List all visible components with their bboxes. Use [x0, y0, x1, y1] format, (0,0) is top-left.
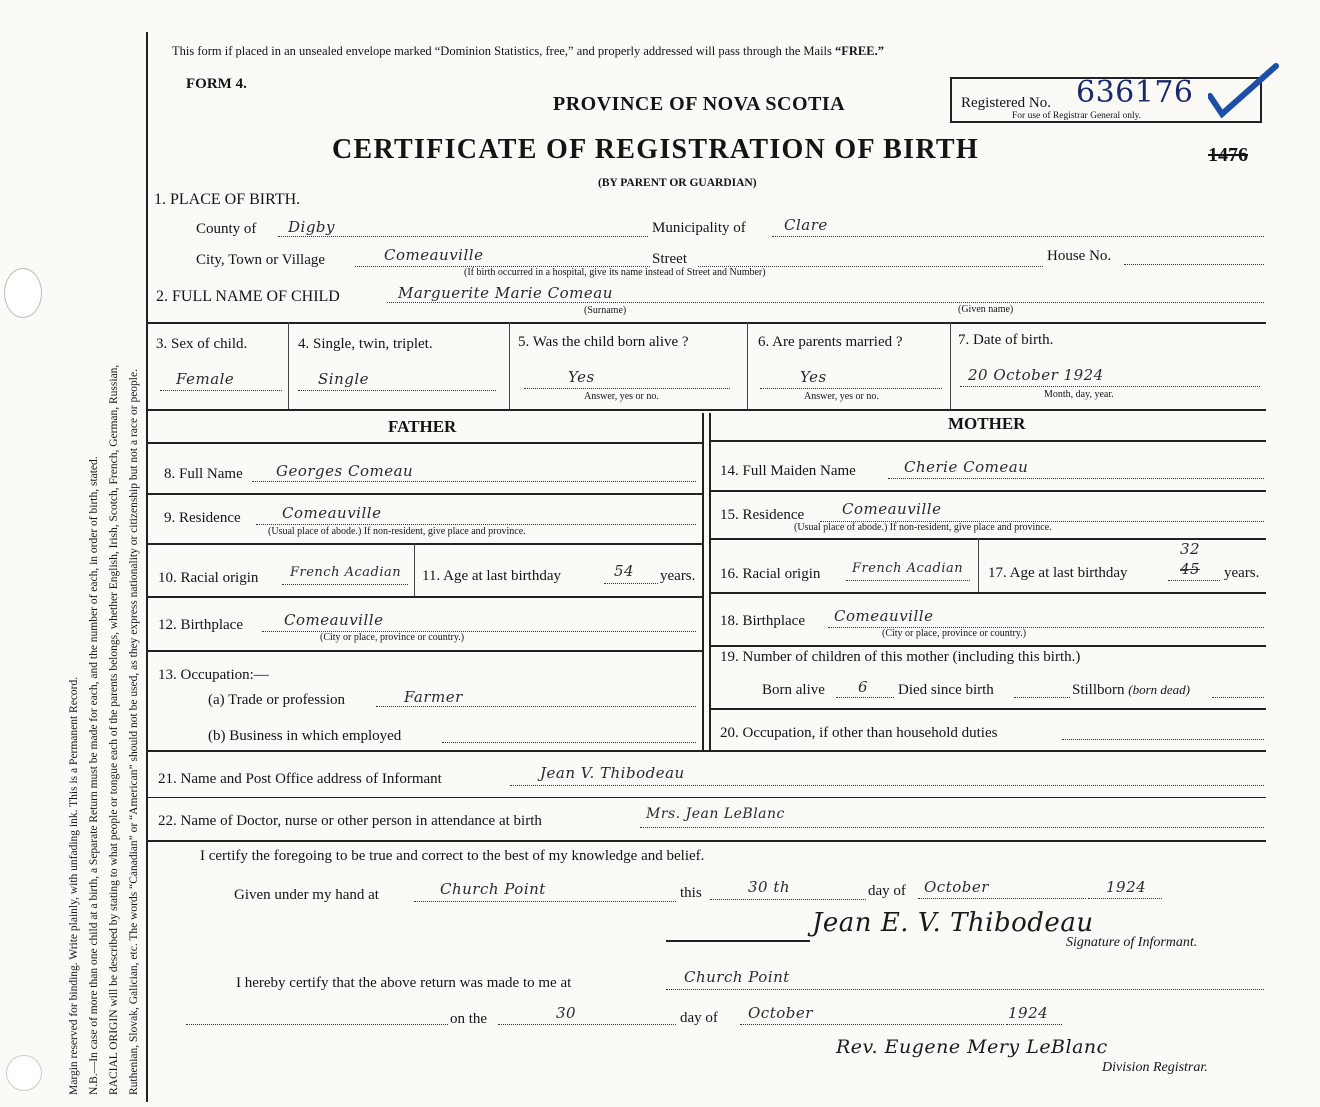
hospital-note: (If birth occurred in a hospital, give its name instead of Street and Number) — [464, 267, 766, 278]
born-alive-count-label: Born alive — [762, 682, 825, 698]
margin-note-4: Ruthenian, Slovak, Galician, etc. The words “Canadian” or “American” should not be used, as they express nationality or citizenship but not a race or people. — [128, 369, 140, 1095]
mother-rule-6 — [709, 708, 1266, 710]
dob-value: 20 October 1924 — [968, 366, 1104, 384]
mother-occupation-line — [1062, 739, 1264, 740]
registrar-pre-line — [186, 1024, 448, 1025]
father-name-value: Georges Comeau — [276, 462, 414, 480]
father-name-label: 8. Full Name — [164, 466, 243, 482]
mother-racial-label: 16. Racial origin — [720, 566, 821, 582]
father-rule-5 — [146, 650, 702, 652]
mother-age-value: 32 — [1180, 540, 1201, 558]
column-divider-a — [702, 413, 704, 751]
certify-statement: I certify the foregoing to be true and correct to the best of my knowledge and belief. — [200, 848, 705, 864]
father-name-line — [252, 481, 696, 482]
child-name-value: Marguerite Marie Comeau — [398, 284, 613, 302]
father-occupation-label: 13. Occupation:— — [158, 667, 269, 683]
stillborn-line — [1212, 697, 1264, 698]
father-birthplace-value: Comeauville — [284, 611, 384, 629]
father-heading: FATHER — [388, 417, 457, 436]
page-title: CERTIFICATE OF REGISTRATION OF BIRTH — [332, 134, 979, 165]
registered-label: Registered No. — [961, 95, 1051, 111]
informant-rule — [146, 797, 1266, 798]
registered-note: For use of Registrar General only. — [1012, 111, 1142, 121]
registrar-day-line — [498, 1024, 676, 1025]
registrar-place-line — [666, 989, 1264, 990]
sex-label: 3. Sex of child. — [156, 336, 248, 352]
given-day-line — [710, 899, 866, 900]
father-residence-note: (Usual place of abode.) If non-resident, give place and province. — [268, 526, 526, 537]
county-label: County of — [196, 221, 257, 237]
parents-bottom-rule — [146, 750, 1266, 752]
page-subtitle: (BY PARENT OR GUARDIAN) — [598, 177, 757, 189]
plurality-line — [298, 390, 496, 391]
margin-note-2: N.B.—In case of more than one child at a birth, a Separate Return must be made for each, and the number of each, in order of birth, stated. — [88, 456, 100, 1095]
informant-signature: Jean E. V. Thibodeau — [812, 908, 1094, 938]
informant-sig-dash — [666, 940, 810, 942]
father-years-label: years. — [660, 568, 696, 584]
county-value: Digby — [288, 218, 336, 236]
given-this-label: this — [680, 885, 702, 901]
check-mark-icon — [1208, 62, 1280, 131]
row-3-div-3 — [747, 322, 748, 410]
father-business-line — [442, 742, 696, 743]
attendant-value: Mrs. Jean LeBlanc — [646, 806, 785, 822]
attendant-label: 22. Name of Doctor, nurse or other person in attendance at birth — [158, 813, 542, 829]
married-line — [760, 388, 942, 389]
father-business-label: (b) Business in which employed — [208, 728, 402, 744]
plurality-label: 4. Single, twin, triplet. — [298, 336, 433, 352]
given-month-value: October — [924, 878, 989, 896]
mother-children-label: 19. Number of children of this mother (including this birth.) — [720, 649, 1081, 665]
father-residence-value: Comeauville — [282, 504, 382, 522]
mother-name-value: Cherie Comeau — [904, 458, 1029, 476]
father-trade-value: Farmer — [404, 688, 463, 706]
father-racial-label: 10. Racial origin — [158, 570, 259, 586]
street-label: Street — [652, 251, 687, 267]
dob-line — [960, 386, 1260, 387]
row-3-div-4 — [950, 322, 951, 410]
registrar-month-value: October — [748, 1004, 813, 1022]
given-day-of-label: day of — [868, 883, 906, 899]
mother-name-line — [888, 478, 1264, 479]
mother-residence-note: (Usual place of abode.) If non-resident, give place and province. — [794, 522, 1052, 533]
margin-note-3: RACIAL ORIGIN will be described by stating to what people or tongue each of the parents belongs, whether English, Irish, Scotch, French, German, Russian, — [108, 364, 120, 1095]
father-trade-line — [376, 706, 696, 707]
province-heading: PROVINCE OF NOVA SCOTIA — [553, 93, 846, 115]
registrar-signature: Rev. Eugene Mery LeBlanc — [836, 1036, 1108, 1058]
mother-occupation-label: 20. Occupation, if other than household duties — [720, 725, 998, 741]
registrar-day-value: 30 — [556, 1004, 577, 1022]
father-age-line — [604, 583, 658, 584]
mother-age-divider — [978, 538, 979, 592]
mother-rule-2 — [709, 490, 1266, 492]
given-under-label: Given under my hand at — [234, 887, 379, 903]
given-month-line — [918, 898, 1086, 899]
county-line — [278, 236, 648, 237]
registrar-year-value: 1924 — [1008, 1004, 1049, 1022]
mother-residence-value: Comeauville — [842, 500, 942, 518]
father-residence-label: 9. Residence — [164, 510, 241, 526]
born-alive-line — [524, 388, 730, 389]
father-age-value: 54 — [614, 562, 635, 580]
registrar-month-line — [740, 1024, 1004, 1025]
municipality-value: Clare — [784, 216, 828, 234]
registrar-statement: I hereby certify that the above return was made to me at — [236, 975, 572, 991]
father-rule-2 — [146, 493, 702, 495]
mail-notice: This form if placed in an unsealed envelope marked “Dominion Statistics, free,” and properly addressed will pass through the Mails “FREE.” — [172, 44, 884, 58]
registrar-on-the-label: on the — [450, 1011, 488, 1027]
father-rule-1 — [146, 442, 702, 444]
dob-label: 7. Date of birth. — [958, 332, 1054, 348]
given-place-line — [414, 901, 676, 902]
registrar-place-value: Church Point — [684, 968, 790, 986]
mother-birthplace-value: Comeauville — [834, 607, 934, 625]
child-name-label: 2. FULL NAME OF CHILD — [156, 288, 340, 305]
sex-value: Female — [176, 370, 235, 388]
plurality-value: Single — [318, 370, 370, 388]
mother-racial-line — [846, 580, 970, 581]
house-label: House No. — [1047, 248, 1112, 264]
born-alive-count-value: 6 — [858, 678, 869, 696]
dob-note: Month, day, year. — [1044, 389, 1114, 400]
given-day-value: 30 th — [748, 878, 791, 896]
struck-number: 1476 — [1208, 144, 1248, 166]
sex-line — [160, 390, 282, 391]
father-age-divider — [414, 543, 415, 596]
father-trade-label: (a) Trade or profession — [208, 692, 346, 708]
mother-birthplace-label: 18. Birthplace — [720, 613, 805, 629]
mother-years-label: years. — [1224, 565, 1260, 581]
municipality-label: Municipality of — [652, 220, 746, 236]
mother-residence-label: 15. Residence — [720, 507, 805, 523]
given-name-note: (Given name) — [958, 304, 1014, 315]
row-3-div-1 — [288, 322, 289, 410]
father-rule-4 — [146, 596, 702, 598]
married-value: Yes — [800, 368, 827, 386]
informant-label: 21. Name and Post Office address of Informant — [158, 771, 442, 787]
registrar-signature-label: Division Registrar. — [1102, 1060, 1208, 1075]
child-name-line — [387, 302, 1264, 303]
father-residence-line — [256, 524, 696, 525]
column-divider-b — [709, 413, 711, 751]
municipality-line — [772, 236, 1264, 237]
mother-rule-1 — [709, 440, 1266, 442]
attendant-line — [640, 827, 1264, 828]
city-label: City, Town or Village — [196, 252, 326, 268]
mother-age-struck: 45 — [1180, 560, 1201, 578]
form-number: FORM 4. — [186, 76, 247, 92]
surname-note: (Surname) — [584, 305, 627, 316]
place-of-birth-heading: 1. PLACE OF BIRTH. — [154, 191, 301, 208]
binding-hole-bottom — [6, 1055, 42, 1091]
father-racial-value: French Acadian — [290, 565, 402, 580]
died-since-birth-line — [1014, 697, 1070, 698]
registered-number: 636176 — [1076, 75, 1194, 110]
row-3-div-2 — [509, 322, 510, 410]
registrar-year-line — [1006, 1024, 1062, 1025]
mother-heading: MOTHER — [948, 414, 1026, 433]
house-line — [1124, 264, 1264, 265]
father-birthplace-label: 12. Birthplace — [158, 617, 243, 633]
binding-hole-top — [4, 268, 42, 318]
mother-rule-4 — [709, 592, 1266, 594]
row-3-top — [146, 322, 1266, 324]
informant-line — [510, 785, 1264, 786]
row-3-bottom — [146, 409, 1266, 411]
died-since-birth-label: Died since birth — [898, 682, 994, 698]
married-label: 6. Are parents married ? — [758, 334, 903, 350]
mother-age-line — [1168, 580, 1220, 581]
born-alive-count-line — [836, 697, 894, 698]
margin-note-1: Margin reserved for binding. Write plainly, with unfading ink. This is a Permanent Record. — [68, 676, 80, 1095]
born-alive-label: 5. Was the child born alive ? — [518, 334, 689, 350]
city-value: Comeauville — [384, 246, 484, 264]
mother-rule-5 — [709, 645, 1266, 647]
father-racial-line — [282, 584, 408, 585]
born-alive-value: Yes — [568, 368, 595, 386]
mother-birthplace-note: (City or place, province or country.) — [882, 628, 1027, 639]
informant-value: Jean V. Thibodeau — [540, 764, 685, 782]
attendant-rule — [146, 840, 1266, 842]
mother-racial-value: French Acadian — [852, 561, 964, 576]
form-left-border — [146, 32, 148, 1102]
given-place-value: Church Point — [440, 880, 546, 898]
mother-name-label: 14. Full Maiden Name — [720, 463, 856, 479]
married-note: Answer, yes or no. — [804, 391, 879, 402]
born-alive-note: Answer, yes or no. — [584, 391, 659, 402]
given-year-value: 1924 — [1106, 878, 1147, 896]
given-year-line — [1088, 898, 1162, 899]
father-birthplace-note: (City or place, province or country.) — [320, 632, 465, 643]
registrar-day-of-label: day of — [680, 1010, 718, 1026]
father-rule-3 — [146, 543, 702, 545]
mother-age-label: 17. Age at last birthday — [988, 565, 1128, 581]
stillborn-label: Stillborn (born dead) — [1072, 682, 1191, 698]
informant-signature-label: Signature of Informant. — [1066, 935, 1198, 950]
father-age-label: 11. Age at last birthday — [422, 568, 561, 584]
